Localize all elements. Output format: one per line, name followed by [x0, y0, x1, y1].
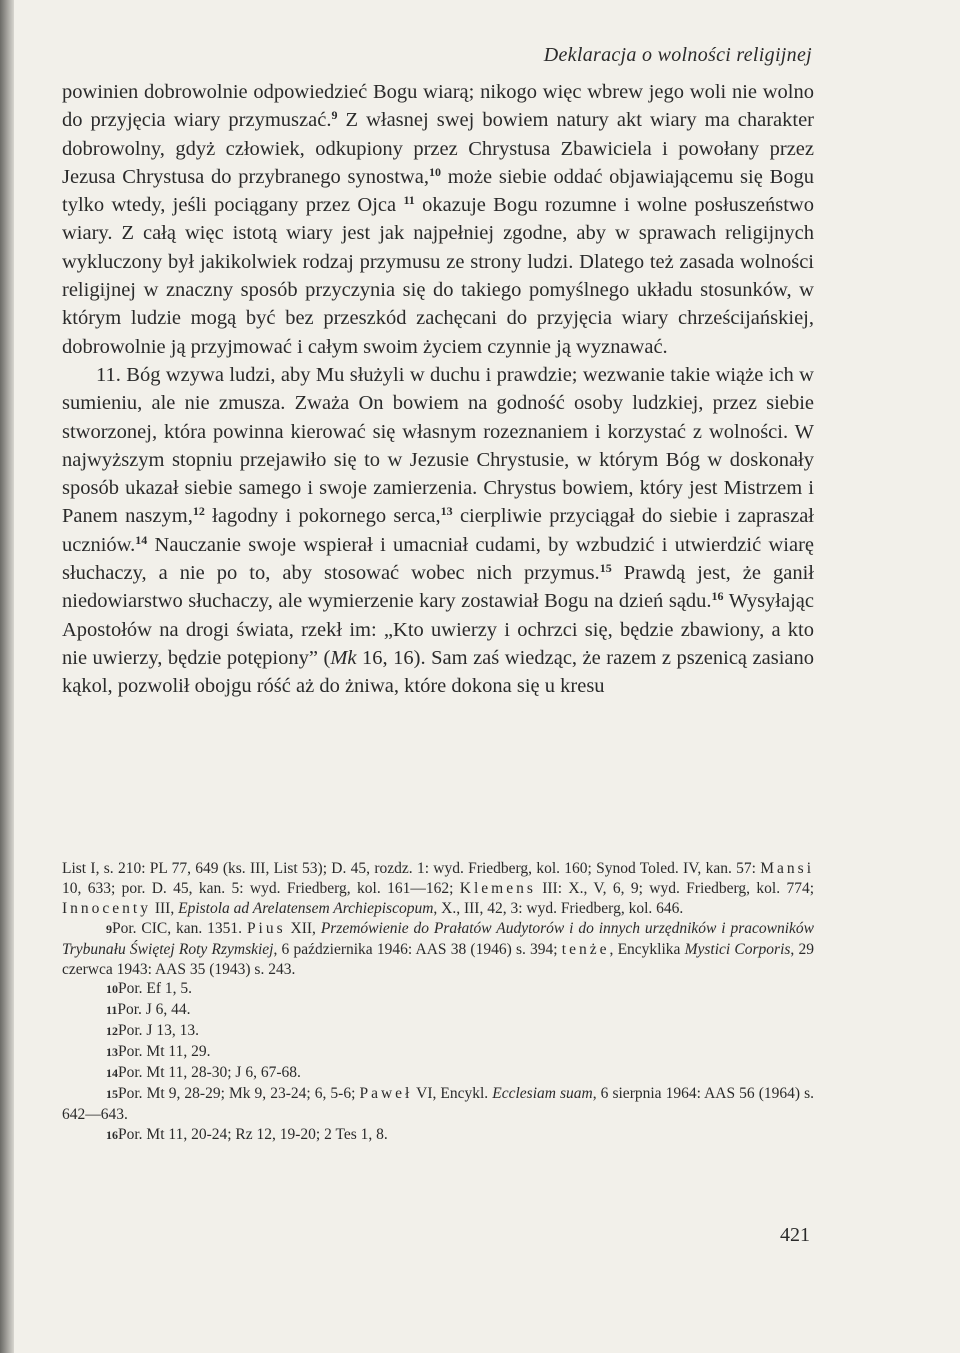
footnote-ref-11: 11 [403, 193, 415, 208]
footnote-ref-12: 12 [192, 504, 205, 519]
paragraph-1: powinien dobrowolnie odpowiedzieć Bogu wiarą; nikogo więc wbrew jego woli nie wolno do przyjęcia wiary przymuszać.$^9$ Z własnej swej bowiem natury akt wiary ma charakter dobrowolny, gdyż człowiek, odkupiony przez Chrystusa Zbawiciela i powołany przez Jezusa Chrystusa do przybranego synostwa,$^{10}$ może siebie oddać objawiającemu się Bogu tylko wtedy, jeśli pociągany przez Ojca $^{11}$ okazuje Bogu rozumne i wolne posłuszeństwo wiary. Z całą więc istotą wiary jest jak najpełniej zgodne, aby w sprawach religijnych wykluczony był jakikolwiek rodzaj przymusu ze strony ludzi. Dlatego też zasada wolności religijnej w znaczny sposób przyczynia się do takiego pomyślnego układu stosunków, w którym ludzie mogą być bez przeszkód zachęcani do przyjęcia wiary chrześcijańskiej, dobrowolnie ją przyjmować i całym swoim życiem czynnie ją wyznawać. [62, 81, 814, 358]
book-spine-shadow [0, 0, 14, 1353]
footnote-11: 11Por. J 6, 44. [106, 1001, 191, 1019]
footnote-14: 14Por. Mt 11, 28-30; J 6, 67-68. [106, 1064, 301, 1082]
footnote-ref-9: 9 [331, 108, 338, 123]
footnote-13: 13Por. Mt 11, 29. [106, 1043, 211, 1061]
gospel-abbrev: Mk [330, 646, 357, 669]
footnote-ref-16: 16 [711, 589, 724, 604]
footnote-ref-15: 15 [599, 561, 612, 576]
footnote-continuation: List I, s. 210: PL 77, 649 (ks. III, List 53); D. 45, rozdz. 1: wyd. Friedberg, kol. 160; Synod Toled. IV, kan. 57: Mansi 10, 633; por. D. 45, kan. 5: wyd. Friedberg, kol. 161—162; Klemens III: X., V, 6, 9; wyd. Friedberg, kol. 774; Innocenty III, Epistola ad Arelatensem Archiepiscopum, X., III, 42, 3: wyd. Friedberg, kol. 646. [62, 860, 814, 917]
footnote-16: 16Por. Mt 11, 20-24; Rz 12, 19-20; 2 Tes 1, 8. [106, 1125, 388, 1143]
footnote-12: 12Por. J 13, 13. [106, 1022, 199, 1040]
footnote-ref-14: 14 [135, 532, 148, 547]
footnote-9: 9Por. CIC, kan. 1351. Pius XII, Przemówienie do Prałatów Audytorów i do innych urzędników i pracowników Trybunału Świętej Roty Rzymskiej, 6 października 1946: AAS 38 (1946) s. 394; tenże, Encyklika Mystici Corporis, 29 czerwca 1943: AAS 35 (1943) s. 243. [62, 919, 814, 978]
footnote-10: 10Por. Ef 1, 5. [106, 980, 193, 998]
page-number: 421 [780, 1224, 810, 1246]
footnote-ref-10: 10 [428, 164, 441, 179]
footnote-ref-13: 13 [440, 504, 453, 519]
paragraph-11: 11. Bóg wzywa ludzi, aby Mu służyli w duchu i prawdzie; wezwanie takie wiąże ich w sumieniu, ale nie zmusza. Zważa On bowiem na godność osoby ludzkiej, przez siebie stworzonej, która powinna kierować się własnym rozeznaniem i korzystać z wolności. W najwyższym stopniu przejawiło się to w Jezusie Chrystusie, w którym Bóg w doskonały sposób ukazał siebie samego i swoje zamierzenia. Chrystus bowiem, który jest Mistrzem i Panem naszym,$^{12}$ łagodny i pokornego serca,$^{13}$ cierpliwie przyciągał do siebie i zapraszał uczniów.$^{14}$ Nauczanie swoje wspierał i umacniał cudami, by wzbudzić i utwierdzić wiarę słuchaczy, a nie po to, aby stosować wobec nich przymus.$^{15}$ Prawdą jest, że ganił niedowiarstwo słuchaczy, ale wymierzenie kary zostawiał Bogu na dzień sądu.$^{16}$ Wysyłając Apostołów na drogi świata, rzekł im: „Kto uwierzy i ochrzci się, będzie zbawiony, a kto nie uwierzy, będzie potępiony” (Mk 16, 16). Sam zaś wiedząc, że razem z pszenicą zasiano kąkol, pozwolił obojgu róść aż do żniwa, które dokona się u kresu [62, 363, 814, 698]
footnote-15: 15Por. Mt 9, 28-29; Mk 9, 23-24; 6, 5-6; Paweł VI, Encykl. Ecclesiam suam, 6 sierpnia 1964: AAS 56 (1964) s. 642—643. [62, 1084, 815, 1123]
footnotes [62, 859, 814, 1146]
main-text [62, 78, 814, 701]
running-head: Deklaracja o wolności religijnej [543, 44, 812, 66]
